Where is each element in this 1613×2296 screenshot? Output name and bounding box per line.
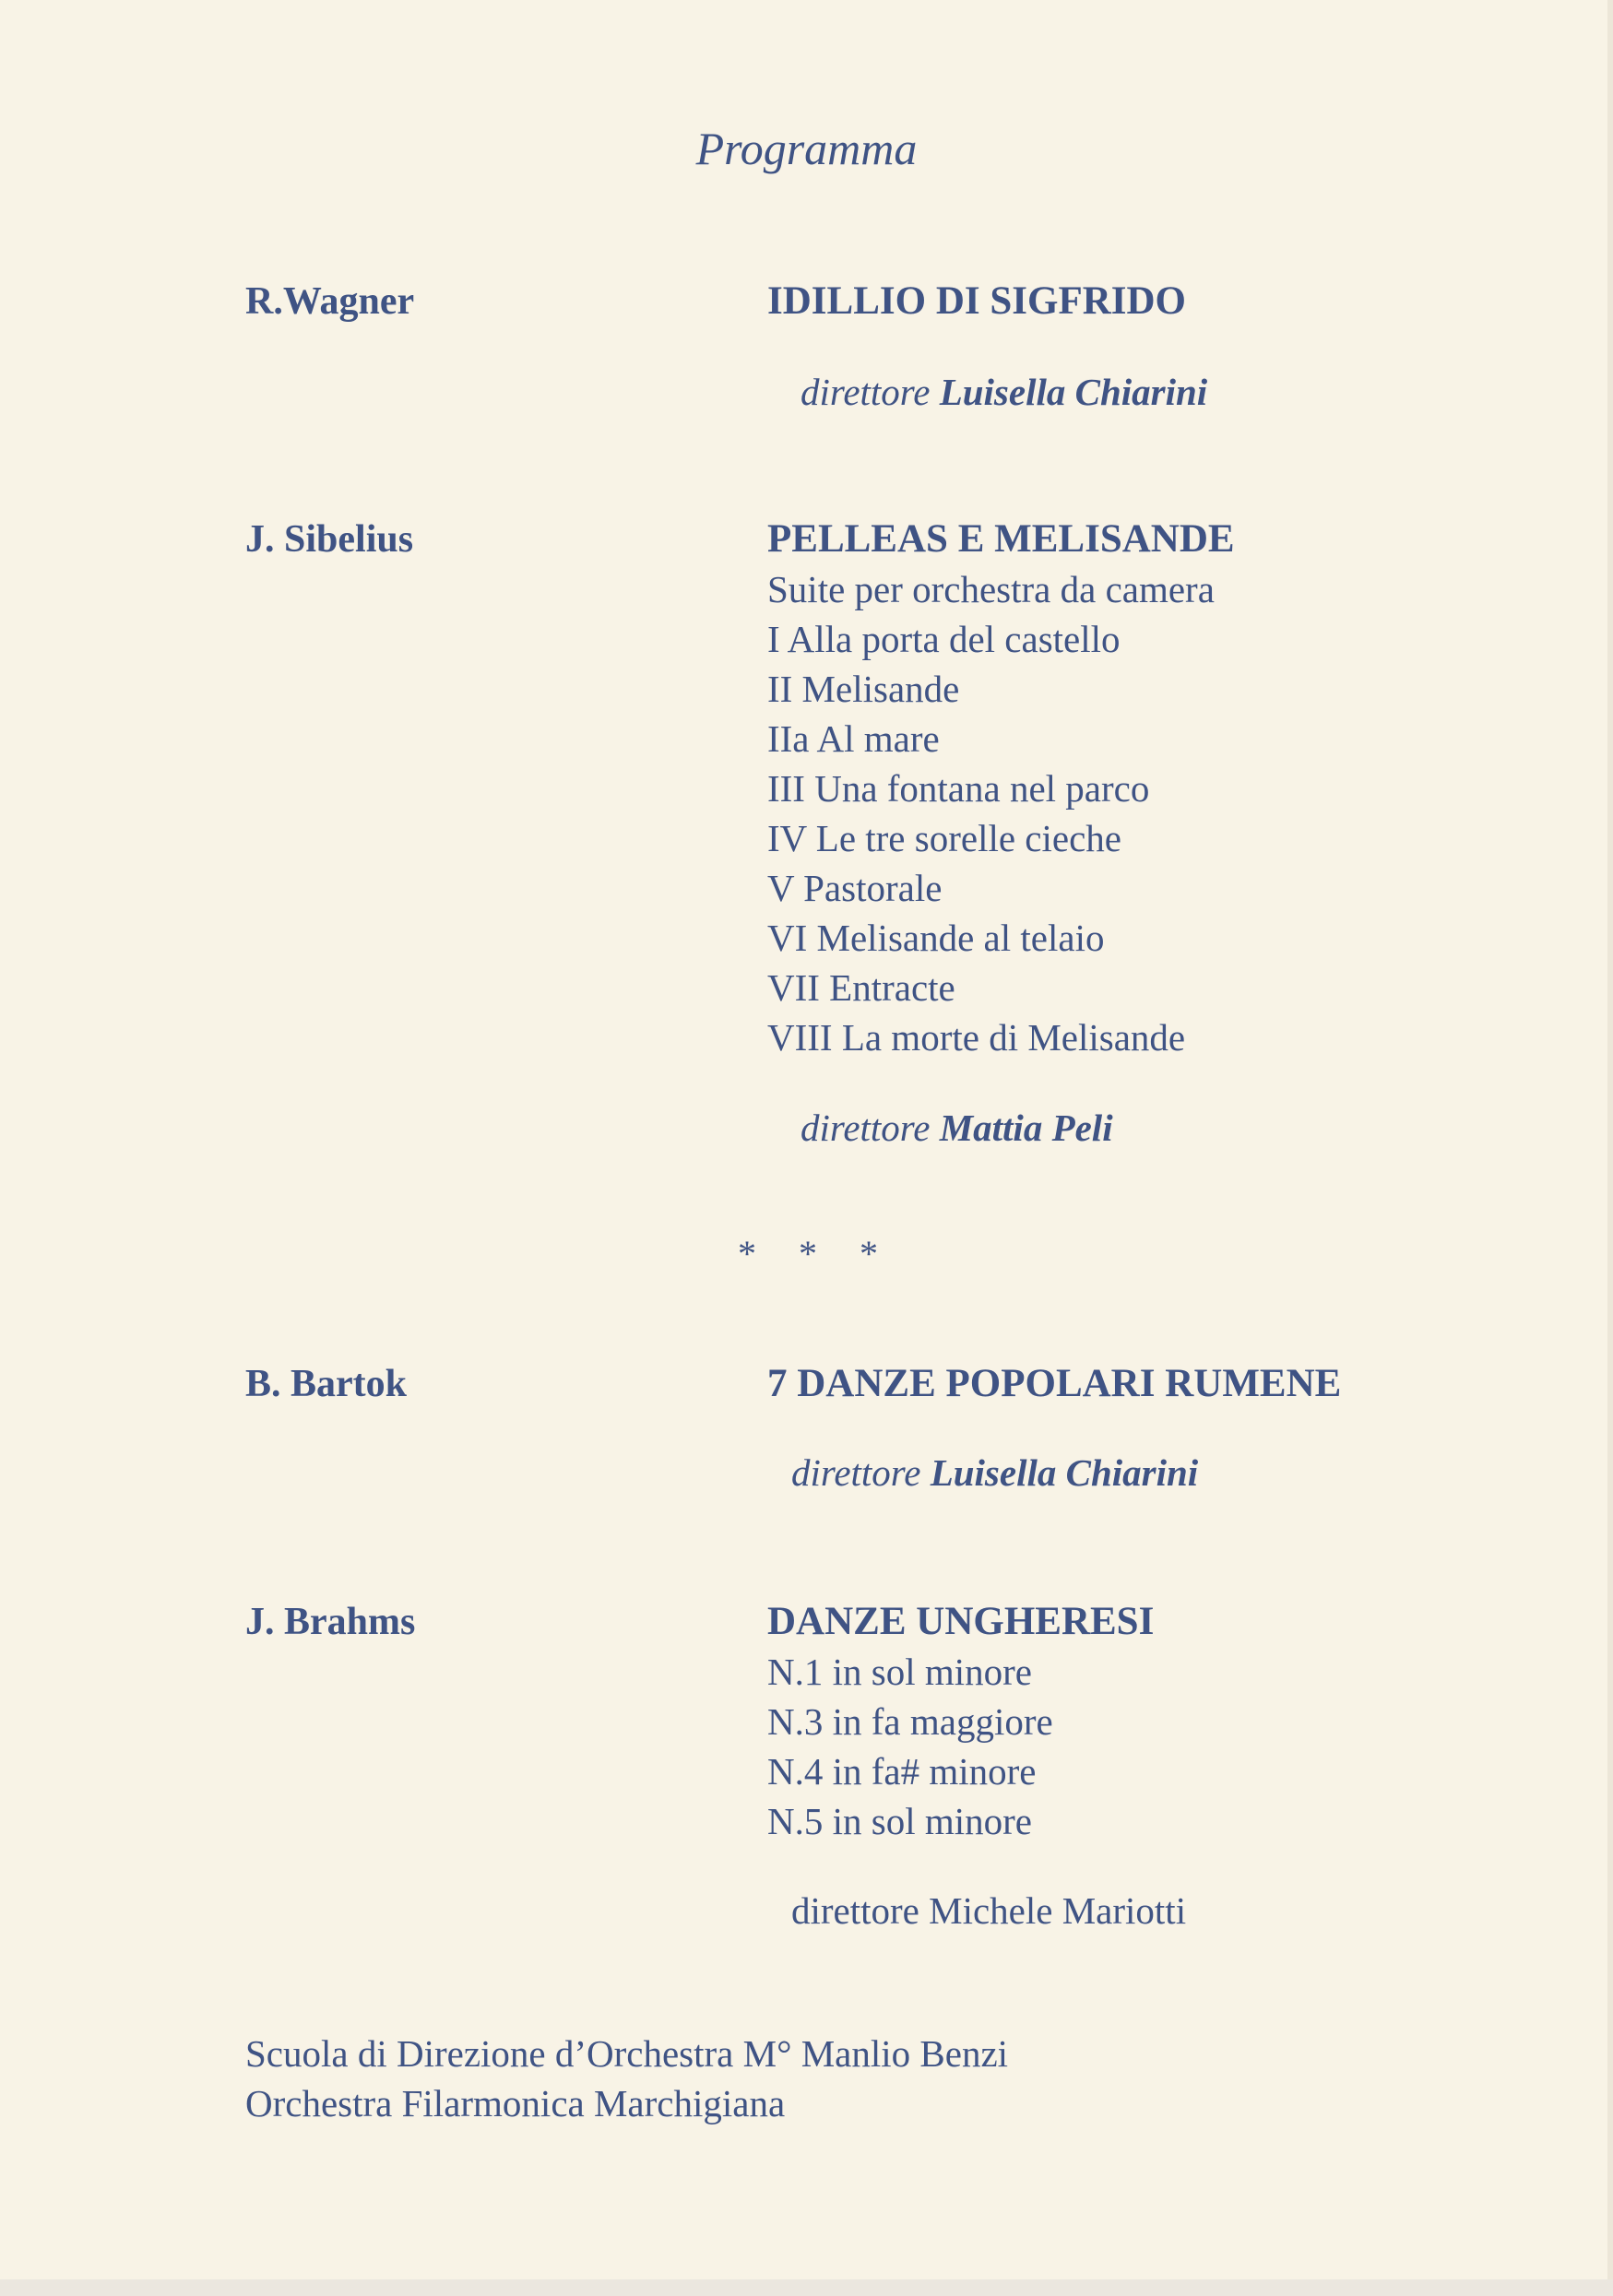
director-name: Michele Mariotti: [929, 1889, 1187, 1932]
movement-item: III Una fontana nel parco: [767, 767, 1150, 810]
movement-item: VIII La morte di Melisande: [767, 1016, 1186, 1059]
movement-item: N.3 in fa maggiore: [767, 1700, 1053, 1743]
movement-item: II Melisande: [767, 668, 960, 710]
movement-item: N.4 in fa# minore: [767, 1750, 1037, 1793]
director-bartok: [791, 1448, 1198, 1497]
page-edge-bottom: [0, 2279, 1613, 2296]
movement-item: IV Le tre sorelle cieche: [767, 817, 1121, 859]
composer-brahms: J. Brahms: [245, 1601, 416, 1643]
movement-item: IIa Al mare: [767, 717, 940, 760]
work-title: 7 DANZE POPOLARI RUMENE: [767, 1362, 1342, 1405]
director-role: direttore: [791, 1889, 919, 1932]
work-brahms: [767, 1597, 1579, 1846]
work-title: IDILLIO DI SIGFRIDO: [767, 279, 1186, 323]
composer-sibelius: J. Sibelius: [245, 518, 414, 561]
page-edge-right: [1607, 0, 1613, 2296]
composer-wagner: R.Wagner: [245, 280, 415, 323]
director-role: direttore: [801, 371, 931, 413]
movement-item: I Alla porta del castello: [767, 618, 1121, 660]
footer: [245, 2029, 1008, 2128]
movement-list: [767, 1647, 1579, 1846]
movement-list: [767, 564, 1579, 1062]
work-title: DANZE UNGHERESI: [767, 1600, 1155, 1643]
movement-item: VI Melisande al telaio: [767, 917, 1105, 959]
movement-item: Suite per orchestra da camera: [767, 568, 1215, 610]
movement-item: VII Entracte: [767, 966, 955, 1009]
director-brahms: [791, 1886, 1186, 1935]
director-role: direttore: [801, 1107, 931, 1149]
composer-bartok: B. Bartok: [245, 1363, 408, 1405]
director-role: direttore: [791, 1451, 921, 1494]
director-name: Luisella Chiarini: [939, 371, 1208, 413]
work-sibelius: [767, 515, 1579, 1062]
work-bartok: [767, 1359, 1579, 1409]
section-separator: * * *: [738, 1233, 895, 1274]
work-title: PELLEAS E MELISANDE: [767, 517, 1235, 561]
director-name: Luisella Chiarini: [930, 1451, 1199, 1494]
footer-orchestra: Orchestra Filarmonica Marchigiana: [245, 2082, 786, 2124]
footer-school: Scuola di Direzione d’Orchestra M° Manlio Benzi: [245, 2032, 1009, 2075]
director-name: Mattia Peli: [939, 1107, 1113, 1149]
movement-item: V Pastorale: [767, 867, 943, 909]
movement-item: N.1 in sol minore: [767, 1651, 1032, 1693]
movement-item: N.5 in sol minore: [767, 1800, 1032, 1842]
page-title: Programma: [695, 123, 918, 174]
director-wagner: [801, 367, 1207, 417]
director-sibelius: [801, 1103, 1113, 1153]
work-wagner: [767, 277, 1579, 326]
